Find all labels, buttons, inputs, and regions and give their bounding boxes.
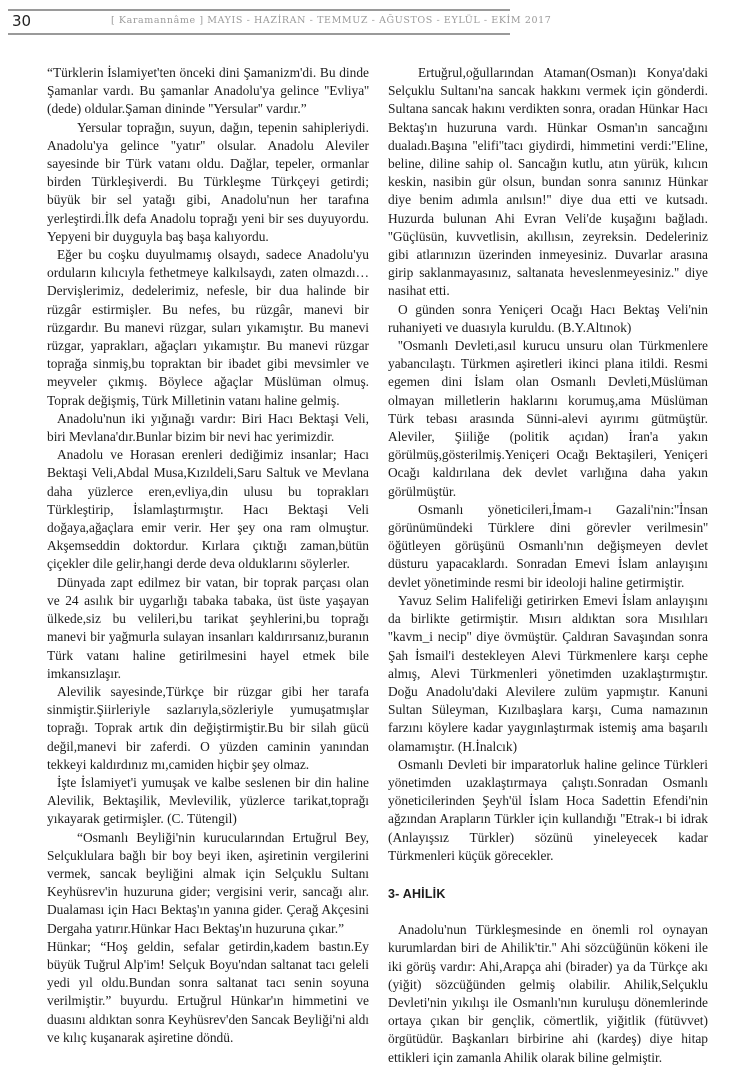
paragraph: Anadolu'nun Türkleşmesinde en önemli rol oynayan kurumlardan biri de Ahilik'tir.'' Ahi sözcüğünün kökeni ile iki görüş vardır: Ahi,Arapça ahi (birader) ya da Türkçe akı (yiğit) sözcüğünden gelmiş olabilir. Ahilik,Selçuklu Devleti'nin yıkılışı ile Osmanlı'nın kuruluşu dönemlerinde ortaya çıkan bir gençlik, cömertlik, yiğitlik (fütüvvet) örgütüdür. Başkanları birbirine ahi (kardeş) diye hitap ettikleri için zamanla Ahilik olarak biline gelmiştir. [388,922,708,1065]
page-number: 30 [12,12,32,30]
left-column [47,64,369,1047]
paragraph: Yavuz Selim Halifeliği getirirken Emevi İslam anlayışını da birlikte getirmiştir. Mısırı aldıktan sora Mısılıları ''kavm_i necip'' diye övmüştür. Çaldıran Savaşından sonra Şah İsmail'i destekleyen Alevi Türkmenlere karşı cephe almış, Alevi Türkmenleri yönetimden uzaklaştırmıştır. Doğu Anadolu'daki Alevilere zulüm yapmıştır. Kanuni Sultan Süleyman, Kızılbaşlara karşı, Cuma namazının farzını köylere kadar yaygınlaştırmak istemiş ama başarılı olamamıştır. (H.İnalcık) [388,592,708,754]
paragraph: Hünkar; “Hoş geldin, sefalar getirdin,kadem bastın.Ey büyük Tuğrul Alp'im! Selçuk Boyu'ndan saltanat tacı geleli yedi yıl oldu.Bundan sonra saltanat tacı senin soyuna verilmiştir.” buyurdu. Ertuğrul Hünkar'ın himmetini ve duasını aldıktan sonra Keyhüsrev'den Sancak Beyliği'ni aldı ve kılıç kuşanarak aşiretine döndü. [47,938,369,1045]
paragraph: İşte İslamiyet'i yumuşak ve kalbe seslenen bir din haline Alevilik, Bektaşilik, Mevlevilik, yüzlerce tarikat,toprağı yıkayarak getirmişler. (C. Tütengil) [47,774,369,827]
paragraph: Osmanlı Devleti bir imparatorluk haline gelince Türkleri yönetimden uzaklaştırmaya çalıştı.Sonradan Osmanlı yöneticilerinden Şeyh'ül İslam Hoca Sadettin Efendi'nin ağzından Arapların Türkler için kullandığı ''Etrak-ı bi idrak (Anlayışsız Türkler) sözünü yineleyecek kadar Türkmenleri küçük görecekler. [388,756,708,863]
section-heading: 3- AHİLİK [388,886,446,901]
paragraph: Dünyada zapt edilmez bir vatan, bir toprak parçası olan ve 24 asılık bir uygarlığı tabaka tabaka, üst üste yaşayan ülkede,siz bu velileri,bu tarikat şeyhlerini,bu toprağı manevi bir yağmurla sulayan insanları kaldırırsanız,buranın Türk vatanı haline getirilmesini hayel etmek bile imkansızlaşır. [47,574,369,681]
paragraph: O günden sonra Yeniçeri Ocağı Hacı Bektaş Veli'nin ruhaniyeti ve duasıyla kuruldu. (B.Y.Altınok) [388,301,708,335]
paragraph: ''Osmanlı Devleti,asıl kurucu unsuru olan Türkmenlere yabancılaştı. Türkmen aşiretleri ikinci plana itildi. Resmi egemen dini İslam olan Osmanlı Devleti,Müslüman olmayan milletlerin haklarını korumuş,ama Müslüman Türk tebası arasında Sünni-alevi ayırımı gütmüştür. Aleviler, Şiiliğe (politik açıdan) İran'a yakın görülmüş,gösterilmiş.Yeniçeri Ocağı Bektaşileri, Yeniçeri Ocağı kaldırılana dek devlet varlığına daha yakın görülmüştür. [388,338,708,499]
running-head: [ Karamannâme ] MAYIS - HAZİRAN - TEMMUZ - AĞUSTOS - EYLÜL - EKİM 2017 [111,15,552,26]
paragraph: “Osmanlı Beyliği'nin kurucularından Ertuğrul Bey, Selçuklulara bağlı bir boy beyi iken, aşiretinin vergilerini vermek, sancak beyliğini almak için Selçuklu Sultanı Keyhüsrev'in huzuruna gider; vergisini verir, sancağı alır. Dualaması için Hacı Bektaş'ın yanına gider. Çerağ Akçesini Dergaha yatırır.Hünkar Hacı Bektaş'ın huzuruna çıkar.” [47,829,369,936]
paragraph: Yersular toprağın, suyun, dağın, tepenin sahipleriydi. Anadolu'ya gelince ''yatır'' olsular. Anadolu Aleviler sayesinde bir Türk vatanı oldu. Dağlar, tepeler, ormanlar birden Türkleşiverdi. Bu Türkleşme Türkçeyi getirdi; büyük bir sel yatağı gibi, Anadolu'nun her tarafına yerleştirdi.İlk defa Anadolu toprağı yeni bir ses duyuyordu. Yepyeni bir duyguyla baş başa kalıyordu. [47,119,369,244]
paragraph: Eğer bu coşku duyulmamış olsaydı, sadece Anadolu'yu orduların kılıcıyla fethetmeye kalkılsaydı, zaten olmazdı… Dervişlerimiz, dedelerimiz, nefesle, bir dua halinde bir rüzgâr estirmişler. Bu nefes, bu rüzgâr, manevi bir rüzgardır. Bu manevi rüzgar, suları yıkamıştır. Bu manevi rüzgar, yaprakları, ağaçları yıkamıştır. Bu manevi rüzgar toprağa sinmiş,bu topraktan bir ibadet gibi mevsimler ve meyveler çıkmış. Böylece ağaçlar Müslüman olmuş. Toprak değişmiş, Türk Milletinin vatanı haline gelmiş. [47,247,369,408]
paragraph: Osmanlı yöneticileri,İmam-ı Gazali'nin:''İnsan görünümündeki Türklere dini görevler verilmesin'' öğütleyen görüşünü Osmanlı'nın değişmeyen devlet düsturu yapacaklardı. Sonradan Emevi İslam anlayışını devlet yönetiminde resmi bir ideoloji haline getirmiştir. [388,501,708,590]
paragraph: Ertuğrul,oğullarından Ataman(Osman)ı Konya'daki Selçuklu Sultanı'na sancak hakkını vermek için gönderdi. Sultana sancak hakını verdikten sonra, oradan Hünkar Hacı Bektaş'ın huzuruna vardı. Hünkar Osman'ın sancağını dualadı.Başına ''elifi''tacı giydirdi, himmetini verdi:''Eline, beline, diline sahip ol. Sancağın kutlu, atın yürük, kılıcın keskin, nasibin gür olsun, bundan sonra sanınız Hünkar diye benim adımla anılsın!'' diye dua etti ve kutsadı. Huzurda bulunan Ahi Evran Veli'de kuşağını bağladı. ''Güçlüsün, kuvvetlisin, akıllısın, zeyreksin. Dedeleriniz gibi atlarınızın üzerinden inmeyesiniz. Duvarlar arasına girip saklanmayasınız, saltanata heveslenmeyesiniz.'' diye nasihat etti. [388,65,708,299]
paragraph: Anadolu ve Horasan erenleri dediğimiz insanlar; Hacı Bektaşi Veli,Abdal Musa,Kızıldeli,Saru Saltuk ve Mevlana daha yüzlerce eren,evliya,din ulusu bu toprakları Türkleştirip, İslamlaştırmıştır. Hacı Bektaşi Veli doğaya,ağaçlara emir verir. Her şey ona ram olmuştur. Akşemseddin doktordur. Kırlara çıktığı zaman,bütün çiçekler dile gelir,hangi derde deva olduklarını söylerler. [47,447,369,572]
page-header [8,9,552,35]
paragraph: Anadolu'nun iki yığınağı vardır: Biri Hacı Bektaşi Veli, biri Mevlana'dır.Bunlar bizim bir nevi hac yerimizdir. [47,410,369,445]
paragraph: “Türklerin İslamiyet'ten önceki dini Şamanizm'di. Bu dinde Şamanlar vardı. Bu şamanlar Anadolu'ya gelince ''Evliya'' (dede) oldular.Şaman dininde ''Yersular'' vardır.” [47,65,369,117]
paragraph: Alevilik sayesinde,Türkçe bir rüzgar gibi her tarafa sinmiştir.Şiirleriyle sazlarıyla,sözleriyle yumuşatmışlar toprağı. Toprak artık din değiştirmiştir.Bu bir silah gücü değil,manevi bir zaferdi. O yüzden caminin yanından tekkeyi kaldırdınız mı,camiden hiçbir şey olmaz. [47,683,369,772]
right-column [388,64,708,1067]
